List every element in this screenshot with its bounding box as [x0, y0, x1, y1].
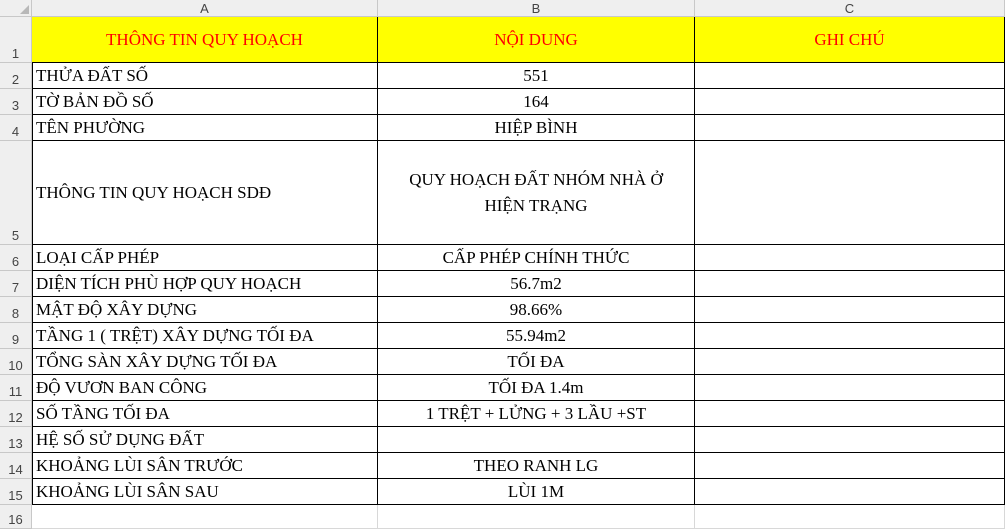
empty-cell-a[interactable] — [32, 505, 378, 529]
cell-b-row[interactable] — [378, 323, 695, 349]
cell-text: 98.66% — [509, 300, 563, 319]
row-header[interactable] — [0, 427, 32, 453]
cell-c-row[interactable] — [695, 401, 1005, 427]
cell-c-row[interactable] — [695, 323, 1005, 349]
cell-text: THỬA ĐẤT SỐ — [36, 66, 149, 85]
column-header-c[interactable]: C — [695, 0, 1005, 17]
cell-a-row[interactable] — [32, 349, 378, 375]
cell-c-row[interactable] — [695, 141, 1005, 245]
row-number: 8 — [11, 306, 20, 321]
cell-text: QUY HOẠCH ĐẤT NHÓM NHÀ Ở HIỆN TRẠNG — [409, 169, 663, 215]
cell-b-row[interactable] — [378, 89, 695, 115]
cell-a-row[interactable] — [32, 297, 378, 323]
header-cell-c[interactable] — [695, 17, 1005, 63]
row-number: 11 — [8, 384, 23, 399]
cell-a-row[interactable] — [32, 427, 378, 453]
cell-a-row[interactable] — [32, 401, 378, 427]
row-number: 15 — [8, 488, 23, 503]
cell-text: 1 TRỆT + LỬNG + 3 LẦU +ST — [425, 404, 647, 423]
cell-b-row[interactable] — [378, 349, 695, 375]
cell-text: 164 — [523, 92, 549, 111]
cell-text: THEO RANH LG — [473, 456, 599, 475]
cell-text: KHOẢNG LÙI SÂN TRƯỚC — [36, 456, 243, 475]
column-header-a[interactable]: A — [32, 0, 378, 17]
row-number: 13 — [8, 436, 23, 451]
cell-b-row[interactable] — [378, 115, 695, 141]
cell-a-row[interactable] — [32, 141, 378, 245]
row-number: 9 — [11, 332, 20, 347]
cell-b-row[interactable] — [378, 63, 695, 89]
row-header[interactable] — [0, 63, 32, 89]
row-header[interactable] — [0, 479, 32, 505]
row-number: 16 — [8, 512, 23, 527]
cell-a-row[interactable] — [32, 89, 378, 115]
cell-a-row[interactable] — [32, 323, 378, 349]
row-number: 14 — [8, 462, 23, 477]
cell-b-row[interactable] — [378, 375, 695, 401]
cell-a-row[interactable] — [32, 271, 378, 297]
row-number: 1 — [11, 46, 20, 61]
cell-text: TẦNG 1 ( TRỆT) XÂY DỰNG TỐI ĐA — [36, 326, 314, 345]
row-header[interactable] — [0, 245, 32, 271]
cell-text: TÊN PHƯỜNG — [36, 118, 146, 137]
row-number: 4 — [11, 124, 20, 139]
cell-b-row[interactable] — [378, 401, 695, 427]
row-header[interactable] — [0, 89, 32, 115]
cell-text: TỐI ĐA 1.4m — [488, 378, 584, 397]
cell-text: 551 — [523, 66, 549, 85]
cell-a-row[interactable] — [32, 245, 378, 271]
row-number: 7 — [11, 280, 20, 295]
cell-text: 55.94m2 — [506, 326, 566, 345]
cell-b-row[interactable] — [378, 271, 695, 297]
cell-text: 56.7m2 — [510, 274, 562, 293]
cell-text: ĐỘ VƯƠN BAN CÔNG — [36, 378, 208, 397]
cell-b-row[interactable] — [378, 427, 695, 453]
row-number: 10 — [8, 358, 23, 373]
row-header[interactable] — [0, 115, 32, 141]
row-header[interactable] — [0, 323, 32, 349]
cell-text: TỐI ĐA — [507, 352, 565, 371]
cell-text: HIỆP BÌNH — [494, 118, 578, 137]
cell-b-row[interactable] — [378, 453, 695, 479]
cell-a-row[interactable] — [32, 375, 378, 401]
cell-b-row[interactable] — [378, 479, 695, 505]
cell-text: DIỆN TÍCH PHÙ HỢP QUY HOẠCH — [36, 274, 302, 293]
cell-c-row[interactable] — [695, 245, 1005, 271]
cell-c-row[interactable] — [695, 427, 1005, 453]
header-cell-a[interactable] — [32, 17, 378, 63]
cell-text: SỐ TẦNG TỐI ĐA — [36, 404, 170, 423]
cell-c-row[interactable] — [695, 63, 1005, 89]
cell-text: TỔNG SÀN XÂY DỰNG TỐI ĐA — [36, 352, 278, 371]
cell-text: HỆ SỐ SỬ DỤNG ĐẤT — [36, 430, 205, 449]
cell-a-row[interactable] — [32, 63, 378, 89]
cell-b-row[interactable] — [378, 141, 695, 245]
cell-text: LÙI 1M — [507, 482, 565, 501]
select-all-corner[interactable] — [0, 0, 32, 17]
row-header[interactable] — [0, 349, 32, 375]
row-header[interactable] — [0, 375, 32, 401]
row-number: 12 — [8, 410, 23, 425]
cell-c-row[interactable] — [695, 479, 1005, 505]
row-number: 6 — [11, 254, 20, 269]
header-label: THÔNG TIN QUY HOẠCH — [106, 29, 303, 49]
cell-text: THÔNG TIN QUY HOẠCH SDĐ — [36, 182, 272, 202]
cell-text: CẤP PHÉP CHÍNH THỨC — [442, 248, 630, 267]
cell-c-row[interactable] — [695, 115, 1005, 141]
cell-b-row[interactable] — [378, 297, 695, 323]
cell-text: MẬT ĐỘ XÂY DỰNG — [36, 300, 197, 319]
cell-b-row[interactable] — [378, 245, 695, 271]
cell-text: LOẠI CẤP PHÉP — [36, 248, 160, 267]
row-number: 3 — [11, 98, 20, 113]
column-header-b[interactable]: B — [378, 0, 695, 17]
cell-text: TỜ BẢN ĐỒ SỐ — [36, 92, 154, 111]
header-label: GHI CHÚ — [814, 29, 885, 49]
header-cell-b[interactable] — [378, 17, 695, 63]
row-header[interactable] — [0, 141, 32, 245]
cell-c-row[interactable] — [695, 453, 1005, 479]
row-number: 5 — [11, 228, 20, 243]
cell-a-row[interactable] — [32, 453, 378, 479]
empty-cell-b[interactable] — [378, 505, 695, 529]
row-header[interactable] — [0, 453, 32, 479]
row-header[interactable] — [0, 297, 32, 323]
row-number: 2 — [11, 72, 20, 87]
cell-c-row[interactable] — [695, 297, 1005, 323]
row-header[interactable] — [0, 401, 32, 427]
cell-c-row[interactable] — [695, 375, 1005, 401]
empty-cell-c[interactable] — [695, 505, 1005, 529]
cell-c-row[interactable] — [695, 89, 1005, 115]
cell-a-row[interactable] — [32, 479, 378, 505]
header-label: NỘI DUNG — [494, 29, 578, 49]
cell-c-row[interactable] — [695, 271, 1005, 297]
row-header[interactable] — [0, 17, 32, 63]
row-header[interactable] — [0, 505, 32, 529]
row-header[interactable] — [0, 271, 32, 297]
cell-a-row[interactable] — [32, 115, 378, 141]
cell-text: KHOẢNG LÙI SÂN SAU — [36, 482, 219, 501]
cell-c-row[interactable] — [695, 349, 1005, 375]
